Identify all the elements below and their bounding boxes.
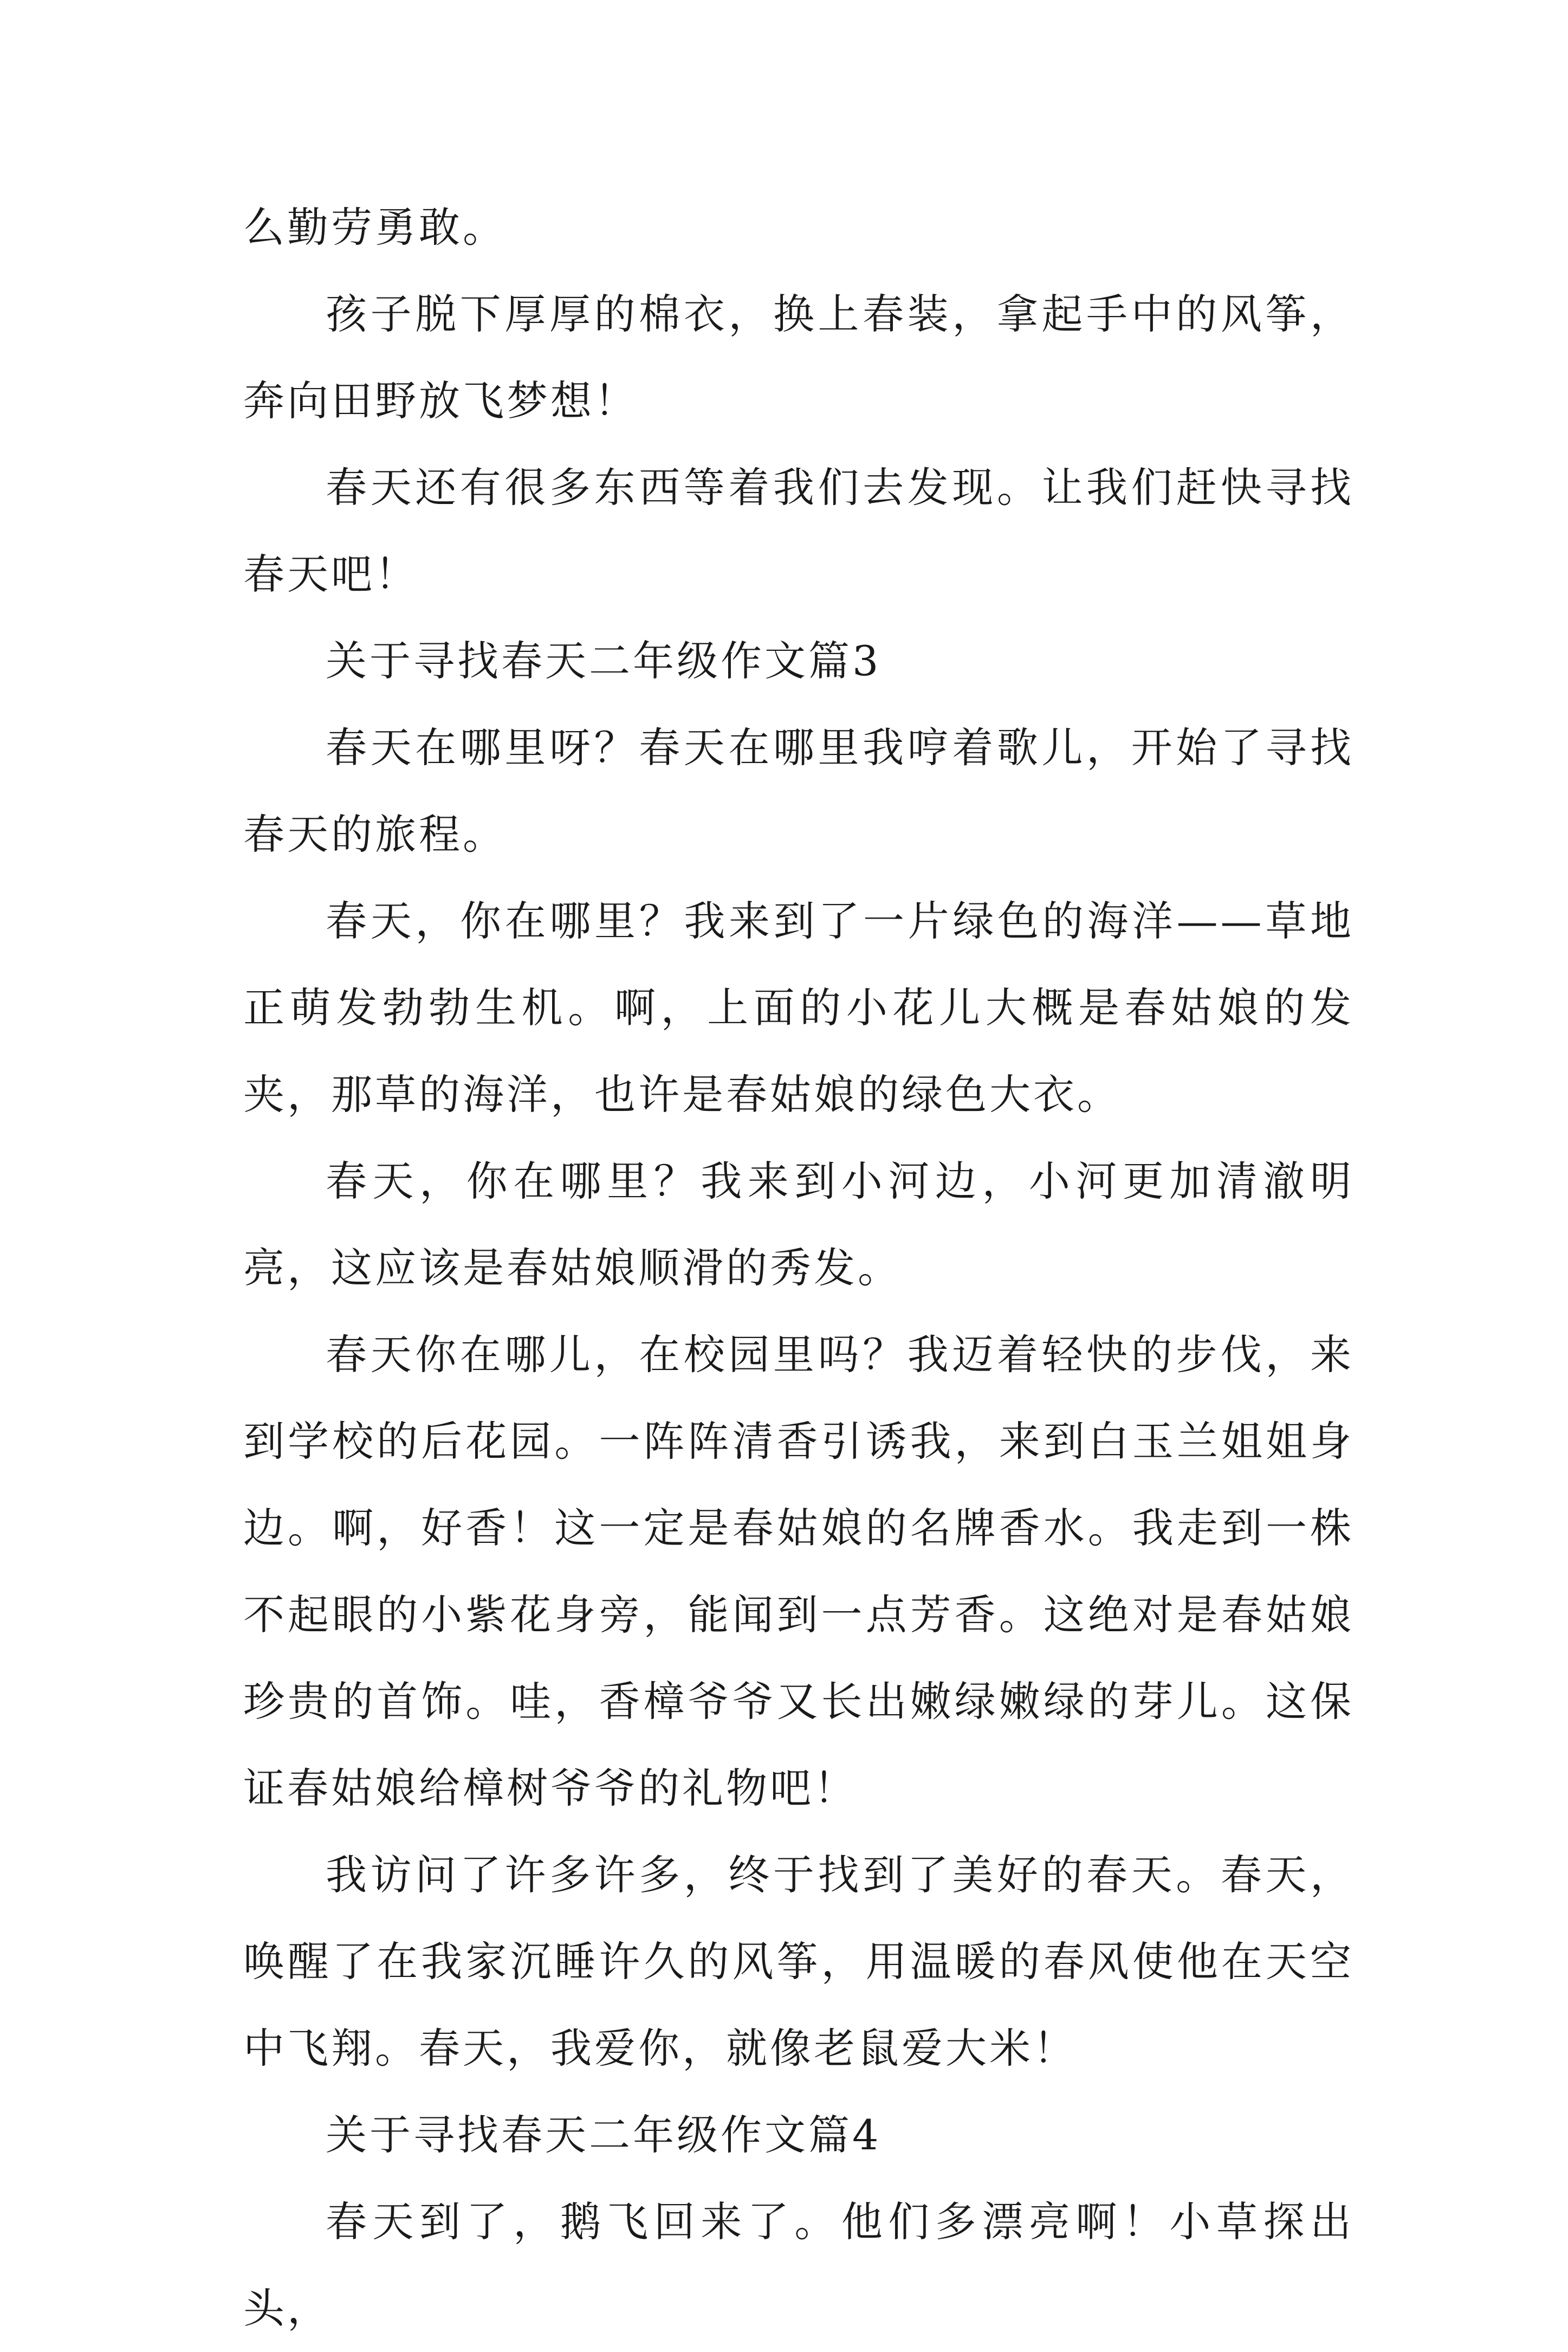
paragraph: 春天你在哪儿，在校园里吗？我迈着轻快的步伐，来到学校的后花园。一阵阵清香引诱我，来到白玉兰姐姐身边。啊，好香！这一定是春姑娘的名牌香水。我走到一株不起眼的小紫花身旁，能闻到一点芳香。这绝对是春姑娘珍贵的首饰。哇，香樟爷爷又长出嫩绿嫩绿的芽儿。这保证春姑娘给樟树爷爷的礼物吧！	[243, 1330, 1354, 1812]
paragraph: 我访问了许多许多，终于找到了美好的春天。春天，唤醒了在我家沉睡许久的风筝，用温暖的春风使他在天空中飞翔。春天，我爱你，就像老鼠爱大米！	[243, 1851, 1354, 2072]
paragraph: 春天还有很多东西等着我们去发现。让我们赶快寻找春天吧！	[243, 463, 1354, 598]
paragraph: 孩子脱下厚厚的棉衣，换上春装，拿起手中的风筝，奔向田野放飞梦想！	[243, 290, 1354, 425]
document-body	[243, 184, 1354, 2352]
paragraph: 春天，你在哪里？我来到了一片绿色的海洋——草地正萌发勃勃生机。啊，上面的小花儿大概是春姑娘的发夹，那草的海洋，也许是春姑娘的绿色大衣。	[243, 897, 1354, 1119]
section-heading: 关于寻找春天二年级作文篇4	[326, 2111, 882, 2159]
paragraph: 春天，你在哪里？我来到小河边，小河更加清澈明亮，这应该是春姑娘顺滑的秀发。	[243, 1157, 1354, 1292]
paragraph: 么勤劳勇敢。	[243, 203, 507, 251]
section-heading: 关于寻找春天二年级作文篇3	[326, 637, 882, 685]
paragraph: 春天到了，鹅飞回来了。他们多漂亮啊！小草探出头，	[243, 2198, 1354, 2332]
paragraph: 春天在哪里呀？春天在哪里我哼着歌儿，开始了寻找春天的旅程。	[243, 723, 1354, 858]
